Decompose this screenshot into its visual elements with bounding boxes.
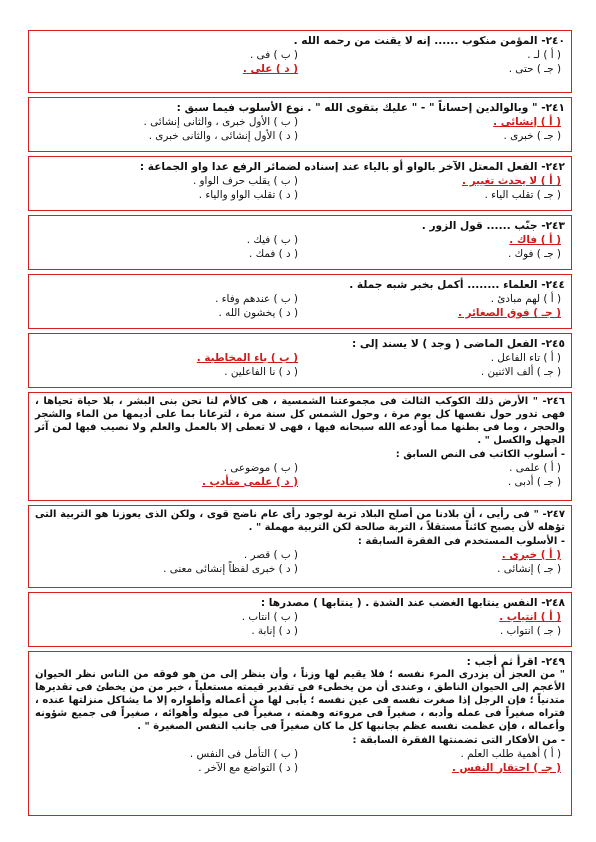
question-stem: ٢٤٣- جنّب ...... قول الزور .: [421, 220, 565, 232]
option-d[interactable]: ( د ) التواضع مع الآخر .: [198, 761, 298, 774]
option-d[interactable]: ( د ) إنابة .: [251, 625, 298, 637]
option-d[interactable]: ( د ) خبرى لفظاً إنشائى معنى .: [163, 562, 298, 575]
option-d[interactable]: ( د ) على .: [242, 63, 298, 75]
question-243: [28, 215, 572, 270]
option-a[interactable]: ( أ ) إنشائى .: [493, 116, 561, 128]
option-c[interactable]: ( جـ ) خبرى .: [503, 130, 561, 142]
option-b[interactable]: ( ب ) الأول خبرى ، والثانى إنشائى .: [143, 116, 298, 128]
option-d[interactable]: ( د ) فمك .: [249, 248, 298, 260]
option-b[interactable]: ( ب ) عندهم وفاء .: [215, 293, 298, 305]
option-a[interactable]: ( أ ) خبرى .: [501, 548, 561, 561]
option-b[interactable]: ( ب ) فيك .: [246, 234, 298, 246]
option-c[interactable]: ( جـ ) احتقار النفس .: [451, 761, 561, 774]
option-d[interactable]: ( د ) نا الفاعلين .: [224, 366, 298, 378]
option-b[interactable]: ( ب ) موضوعى .: [223, 461, 298, 474]
option-b[interactable]: ( ب ) يقلب حرف الواو .: [192, 175, 298, 187]
option-c[interactable]: ( جـ ) تقلب الياء .: [484, 189, 561, 201]
question-stem: ٢٤٩- اقرأ ثم أجب :: [466, 656, 565, 668]
options-grid: [35, 115, 565, 143]
question-245: [28, 333, 572, 388]
option-b[interactable]: ( ب ) ياء المخاطبة .: [196, 352, 298, 364]
option-d[interactable]: ( د ) الأول إنشائى ، والثانى خبرى .: [148, 130, 298, 142]
option-c[interactable]: ( جـ ) إنشائى .: [497, 562, 561, 575]
option-a[interactable]: ( أ ) تاء الفاعل .: [490, 352, 561, 364]
option-d[interactable]: ( د ) يخشون الله .: [218, 307, 298, 319]
question-stem: ٢٤٥- الفعل الماضى ( وجد ) لا يسند إلى :: [352, 338, 565, 350]
options-grid: [35, 233, 565, 261]
question-prompt: - من الأفكار التى تضمنتها الفقرة السابقة :: [352, 734, 565, 746]
option-a[interactable]: ( أ ) أهمية طلب العلم .: [460, 747, 561, 760]
question-prompt: - الأسلوب المستخدم فى الفقرة السابقة :: [357, 535, 565, 547]
options-grid: [35, 292, 565, 320]
question-stem: ٢٤٨- النفس ينتابها الغضب عند الشدة . ( ينتابها ) مصدرها :: [260, 597, 565, 609]
option-b[interactable]: ( ب ) التأمل فى النفس .: [189, 747, 298, 760]
option-d[interactable]: ( د ) تقلب الواو والياء .: [198, 189, 298, 201]
options-grid: [35, 461, 565, 489]
question-stem: ٢٤٢- الفعل المعتل الآخر بالواو أو بالياء عند إسناده لضمائر الرفع عدا واو الجماعة :: [139, 161, 565, 173]
question-stem: ٢٤١- " وبالوالدين إحساناً " - " عليك بتقوى الله " . نوع الأسلوب فيما سبق :: [176, 102, 565, 114]
question-prompt: - أسلوب الكاتب فى النص السابق :: [395, 448, 565, 460]
option-a[interactable]: ( أ ) لا يحدث تغيير .: [462, 175, 561, 187]
option-a[interactable]: ( أ ) فاك .: [509, 234, 561, 246]
question-249: [28, 651, 572, 816]
option-a[interactable]: ( أ ) انتياب .: [499, 611, 561, 623]
options-grid: [35, 548, 565, 576]
option-c[interactable]: ( جـ ) أدبى .: [507, 475, 561, 488]
question-240: [28, 30, 572, 93]
option-a[interactable]: ( أ ) لـ .: [527, 49, 561, 61]
question-241: [28, 97, 572, 152]
option-c[interactable]: ( جـ ) حتى .: [508, 63, 561, 75]
question-247: [28, 505, 572, 588]
question-248: [28, 592, 572, 647]
question-passage: ٢٤٧- " فى رأيى ، أن بلادنا من أصلح البلاد تربة لوجود رأى عام ناضج قوى ، ولكن الذى يعوزنا هو التربية التى تؤهله لأن يصبح كائناً مستقلاً ، التربة صالحة لكن التربية مهملة " .: [35, 509, 565, 533]
question-stem: ٢٤٤- العلماء ........ أكمل بخبر شبه جملة .: [349, 279, 565, 291]
option-b[interactable]: ( ب ) انتاب .: [241, 611, 298, 623]
option-c[interactable]: ( جـ ) ألف الاثنين .: [480, 366, 561, 378]
option-a[interactable]: ( أ ) لهم مبادئ .: [490, 293, 561, 305]
options-grid: [35, 48, 565, 76]
exam-page: [28, 30, 572, 820]
options-grid: [35, 747, 565, 775]
question-passage: " من العجز أن يزدرى المرء نفسه ؛ فلا يقيم لها وزناً ، وأن ينظر إلى من هو فوقه من الناس نظر الحيوان الأعجم إلى الحيوان الناطق ، وعندى أن من يخطىء فى تقدير قيمته مستعلياً ، خير من من يخطئ فى تقديرها متدنياً ؛ فإن الرجل إذا صغرت نفسه فى عين نفسه ؛ يأبى لها من أعماله وأطواره إلا ما يشاكل منزلتها عنده ، فتراه صغيراً فى عمله وأدبه ، صغيراً فى مروءته وهمته ، صغيراً فى ميوله وأهوائه ، صغيراً فى جميع شؤونه وأعماله ، فإن عظمت نفسه عظم بجانبها كل ما كان صغيراً فى جانب النفس الصغيرة " .: [35, 669, 565, 732]
options-grid: [35, 174, 565, 202]
option-a[interactable]: ( أ ) علمى .: [509, 461, 561, 474]
question-244: [28, 274, 572, 329]
option-b[interactable]: ( ب ) فى .: [249, 49, 298, 61]
question-passage: ٢٤٦- " الأرض ذلك الكوكب الثالث فى مجموعتنا الشمسية ، هى كالأم لنا نحن بنى البشر ، بلا حياة تحياها ، فهى تدور حول نفسها كل يوم مرة ، وحول الشمس كل سنة مرة ، لترعانا بما على أديمها من الماء والشجر والحجر ، وما فى بطنها مما أودعه الله سبحانه فيها ، فهى لا تعطى إلا بالعمل والعلم ولا نصيب فيها لمن آثر الجهل والكسل " .: [35, 396, 565, 446]
options-grid: [35, 610, 565, 638]
question-246: [28, 392, 572, 501]
question-242: [28, 156, 572, 211]
question-stem: ٢٤٠- المؤمن منكوب ...... إنه لا يقنت من رحمه الله .: [293, 35, 565, 47]
option-b[interactable]: ( ب ) قصر .: [243, 548, 298, 561]
option-c[interactable]: ( جـ ) فوك .: [508, 248, 561, 260]
options-grid: [35, 351, 565, 379]
option-c[interactable]: ( جـ ) فوق الصغائر .: [457, 307, 561, 319]
option-d[interactable]: ( د ) علمى متأدب .: [201, 475, 298, 488]
option-c[interactable]: ( جـ ) انتواب .: [499, 625, 561, 637]
